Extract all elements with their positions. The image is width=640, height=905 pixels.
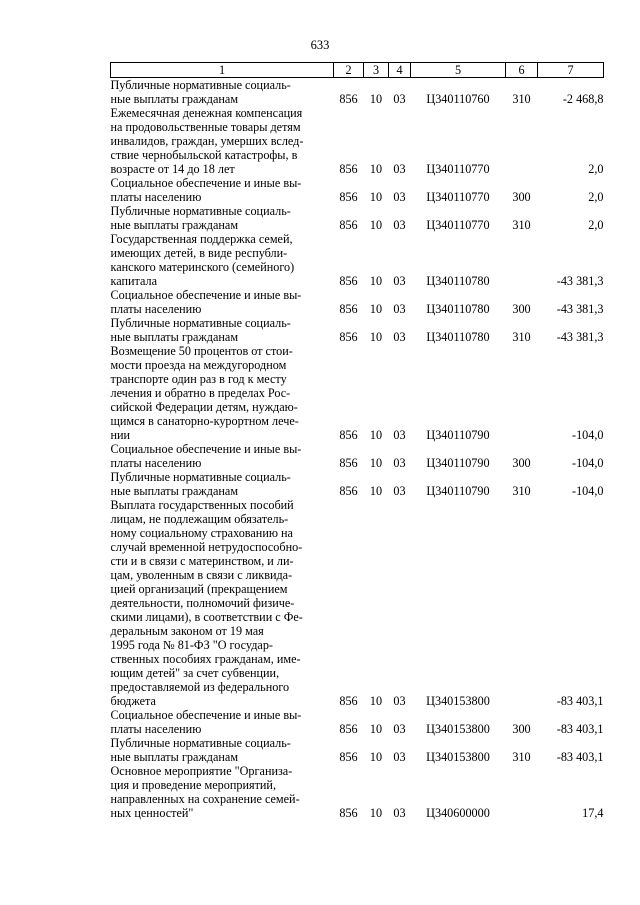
row-description: [111, 736, 334, 764]
subsection-code: 03: [393, 92, 406, 106]
target-article-code: Ц340110790: [426, 456, 490, 470]
description-line: деятельности, полномочий физиче-: [110, 596, 295, 610]
target-article-code: Ц340110780: [426, 330, 490, 344]
table-row: [111, 78, 604, 107]
ministry-code: 856: [339, 218, 358, 232]
description-line: сти и в связи с материнством, и ли-: [110, 554, 294, 568]
expense-type-code: 310: [512, 330, 531, 344]
table-row: [111, 344, 604, 442]
table-row: [111, 708, 604, 736]
description-line: на продовольственные товары детям: [110, 120, 301, 134]
description-line: ные выплаты гражданам: [110, 218, 239, 232]
subsection-code: 03: [393, 456, 406, 470]
row-description: [111, 78, 334, 107]
description-line: Публичные нормативные социаль-: [110, 78, 291, 92]
description-line: ные выплаты гражданам: [110, 484, 239, 498]
target-article-code: Ц340110770: [426, 162, 490, 176]
subsection-code: 03: [393, 750, 406, 764]
expense-type-code: 300: [512, 190, 531, 204]
row-description: [111, 498, 334, 708]
expense-type-code: 310: [512, 92, 531, 106]
description-line: платы населению: [110, 302, 202, 316]
description-line: мости проезда на междугородном: [110, 358, 287, 372]
description-line: нии: [110, 428, 131, 442]
description-line: транспорте один раз в год к месту: [110, 372, 287, 386]
description-line: лицам, не подлежащим обязатель-: [110, 512, 289, 526]
section-code: 10: [369, 484, 383, 498]
amount: -104,0: [572, 456, 604, 470]
ministry-code: 856: [339, 162, 358, 176]
description-line: Выплата государственных пособий: [110, 498, 294, 512]
description-line: Ежемесячная денежная компенсация: [110, 106, 303, 120]
expense-type-code: 310: [512, 218, 531, 232]
description-line: Социальное обеспечение и иные вы-: [110, 288, 302, 302]
amount: -43 381,3: [556, 330, 604, 344]
description-line: Основное мероприятие "Организа-: [110, 764, 293, 778]
description-line: щимся в санаторно-курортном лече-: [110, 414, 299, 428]
target-article-code: Ц340110790: [426, 428, 490, 442]
description-line: Социальное обеспечение и иные вы-: [110, 708, 302, 722]
description-line: направленных на сохранение семей-: [110, 792, 300, 806]
table-row: [111, 316, 604, 344]
ministry-code: 856: [339, 190, 358, 204]
row-description: [111, 176, 334, 204]
description-line: цам, уволенным в связи с ликвида-: [110, 568, 293, 582]
expense-type-code: 300: [512, 456, 531, 470]
ministry-code: 856: [339, 750, 358, 764]
description-line: лечения и обратно в пределах Рос-: [110, 386, 291, 400]
expense-type-code: 300: [512, 722, 531, 736]
row-description: [111, 344, 334, 442]
expense-type-code: 310: [512, 484, 531, 498]
table-row: [111, 470, 604, 498]
section-code: 10: [369, 274, 383, 288]
table-row: [111, 736, 604, 764]
amount: -104,0: [572, 484, 604, 498]
description-line: Государственная поддержка семей,: [110, 232, 293, 246]
subsection-code: 03: [393, 428, 406, 442]
subsection-code: 03: [393, 274, 406, 288]
subsection-code: 03: [393, 330, 406, 344]
description-line: Публичные нормативные социаль-: [110, 736, 291, 750]
ministry-code: 856: [339, 456, 358, 470]
description-line: Публичные нормативные социаль-: [110, 470, 291, 484]
row-description: [111, 708, 334, 736]
description-line: случай временной нетрудоспособно-: [110, 540, 303, 554]
table-row: [111, 232, 604, 288]
header-col-1: 1: [111, 63, 334, 78]
description-line: ствие чернобыльской катастрофы, в: [110, 148, 298, 162]
description-line: имеющих детей, в виде республи-: [110, 246, 288, 260]
ministry-code: 856: [339, 302, 358, 316]
section-code: 10: [369, 722, 383, 736]
table-row: [111, 288, 604, 316]
row-description: [111, 442, 334, 470]
description-line: Возмещение 50 процентов от стои-: [110, 344, 293, 358]
row-description: [111, 470, 334, 498]
expense-type-code: [506, 498, 538, 708]
subsection-code: 03: [393, 190, 406, 204]
table-row: [111, 176, 604, 204]
description-line: ные выплаты гражданам: [110, 750, 239, 764]
ministry-code: 856: [339, 722, 358, 736]
row-description: [111, 316, 334, 344]
header-col-3: 3: [364, 63, 389, 78]
section-code: 10: [369, 302, 383, 316]
ministry-code: 856: [339, 330, 358, 344]
section-code: 10: [369, 190, 383, 204]
description-line: скими лицами), в соответствии с Фе-: [110, 610, 303, 624]
description-line: инвалидов, граждан, умерших вслед-: [110, 134, 304, 148]
ministry-code: 856: [339, 806, 358, 820]
subsection-code: 03: [393, 484, 406, 498]
description-line: Публичные нормативные социаль-: [110, 316, 291, 330]
target-article-code: Ц340110790: [426, 484, 490, 498]
expense-type-code: 310: [512, 750, 531, 764]
target-article-code: Ц340110780: [426, 274, 490, 288]
target-article-code: Ц340600000: [426, 806, 490, 820]
subsection-code: 03: [393, 302, 406, 316]
target-article-code: Ц340110770: [426, 190, 490, 204]
header-col-7: 7: [538, 63, 604, 78]
amount: -83 403,1: [556, 722, 604, 736]
amount: -83 403,1: [556, 750, 604, 764]
description-line: предоставляемой из федерального: [110, 680, 290, 694]
header-col-4: 4: [389, 63, 411, 78]
description-line: Социальное обеспечение и иные вы-: [110, 176, 302, 190]
table-row: [111, 498, 604, 708]
description-line: ющим детей" за счет субвенции,: [110, 666, 280, 680]
description-line: платы населению: [110, 190, 202, 204]
row-description: [111, 764, 334, 820]
section-code: 10: [369, 694, 383, 708]
description-line: Социальное обеспечение и иные вы-: [110, 442, 302, 456]
description-line: сийской Федерации детям, нуждаю-: [110, 400, 298, 414]
description-line: платы населению: [110, 722, 202, 736]
description-line: ные выплаты гражданам: [110, 92, 239, 106]
section-code: 10: [369, 428, 383, 442]
target-article-code: Ц340153800: [426, 722, 490, 736]
row-description: [111, 232, 334, 288]
amount: 17,4: [582, 806, 604, 820]
amount: 2,0: [588, 190, 604, 204]
amount: 2,0: [588, 162, 604, 176]
description-line: ных ценностей": [110, 806, 194, 820]
table-row: [111, 106, 604, 176]
amount: -43 381,3: [556, 274, 604, 288]
header-col-6: 6: [506, 63, 538, 78]
amount: -2 468,8: [562, 92, 604, 106]
budget-table: [110, 62, 604, 820]
target-article-code: Ц340110770: [426, 218, 490, 232]
row-description: [111, 288, 334, 316]
description-line: возрасте от 14 до 18 лет: [110, 162, 235, 176]
table-row: [111, 764, 604, 820]
subsection-code: 03: [393, 806, 406, 820]
description-line: канского материнского (семейного): [110, 260, 295, 274]
description-line: ция и проведение мероприятий,: [110, 778, 276, 792]
page-number: 633: [310, 38, 330, 52]
section-code: 10: [369, 750, 383, 764]
header-row: [111, 63, 604, 78]
ministry-code: 856: [339, 274, 358, 288]
description-line: ные выплаты гражданам: [110, 330, 239, 344]
row-description: [111, 106, 334, 176]
subsection-code: 03: [393, 218, 406, 232]
subsection-code: 03: [393, 722, 406, 736]
section-code: 10: [369, 806, 383, 820]
target-article-code: Ц340153800: [426, 694, 490, 708]
amount: -43 381,3: [556, 302, 604, 316]
description-line: деральным законом от 19 мая: [110, 624, 264, 638]
expense-type-code: [506, 344, 538, 442]
amount: 2,0: [588, 218, 604, 232]
target-article-code: Ц340110780: [426, 302, 490, 316]
description-line: Публичные нормативные социаль-: [110, 204, 291, 218]
section-code: 10: [369, 330, 383, 344]
section-code: 10: [369, 162, 383, 176]
amount: -83 403,1: [556, 694, 604, 708]
header-col-5: 5: [411, 63, 506, 78]
target-article-code: Ц340110760: [426, 92, 490, 106]
header-col-2: 2: [334, 63, 364, 78]
section-code: 10: [369, 456, 383, 470]
description-line: цией организаций (прекращением: [110, 582, 288, 596]
amount: -104,0: [572, 428, 604, 442]
table-row: [111, 442, 604, 470]
expense-type-code: 300: [512, 302, 531, 316]
expense-type-code: [506, 764, 538, 820]
expense-type-code: [506, 106, 538, 176]
description-line: платы населению: [110, 456, 202, 470]
subsection-code: 03: [393, 162, 406, 176]
expense-type-code: [506, 232, 538, 288]
row-description: [111, 204, 334, 232]
description-line: 1995 года № 81-ФЗ "О государ-: [110, 638, 273, 652]
description-line: ному социальному страхованию на: [110, 526, 293, 540]
subsection-code: 03: [393, 694, 406, 708]
section-code: 10: [369, 92, 383, 106]
description-line: капитала: [110, 274, 158, 288]
target-article-code: Ц340153800: [426, 750, 490, 764]
description-line: бюджета: [110, 694, 156, 708]
ministry-code: 856: [339, 694, 358, 708]
section-code: 10: [369, 218, 383, 232]
ministry-code: 856: [339, 428, 358, 442]
description-line: ственных пособиях гражданам, име-: [110, 652, 301, 666]
ministry-code: 856: [339, 484, 358, 498]
table-row: [111, 204, 604, 232]
ministry-code: 856: [339, 92, 358, 106]
